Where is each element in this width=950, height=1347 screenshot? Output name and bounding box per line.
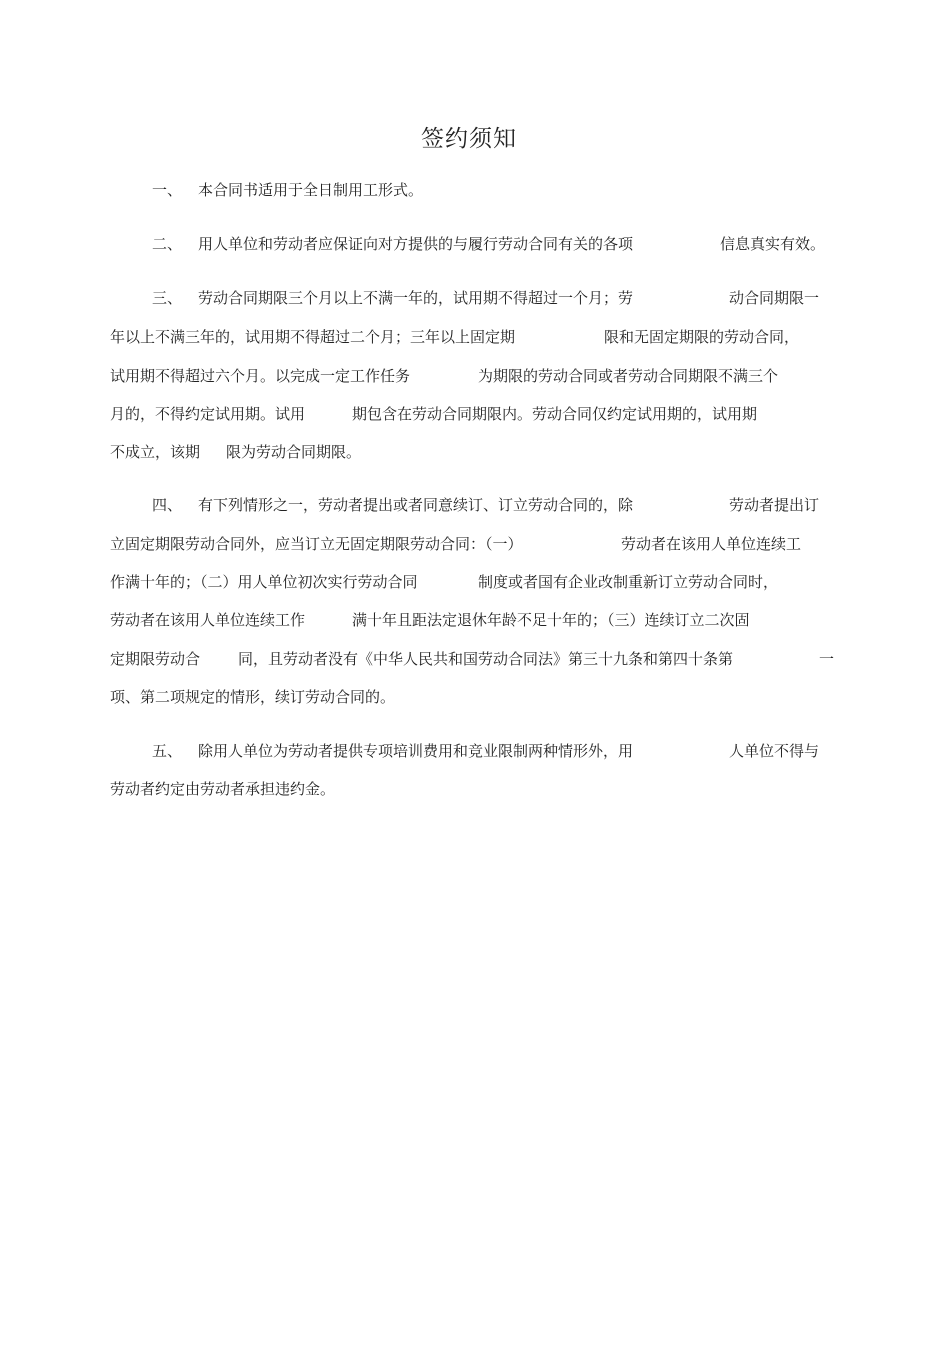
item-3-text-fragment: 不成立，该期	[110, 443, 201, 461]
item-2-text-fragment: 信息真实有效。	[720, 235, 826, 253]
item-4-text-fragment: 定期限劳动合	[110, 650, 201, 668]
item-3-text-fragment: 为期限的劳动合同或者劳动合同期限不满三个	[478, 367, 779, 385]
item-4-text-fragment: 劳动者提出订	[729, 496, 820, 514]
item-number: 一、	[152, 181, 183, 199]
item-number: 二、	[152, 235, 183, 253]
document-title: 签约须知	[421, 126, 517, 152]
item-text: 本合同书适用于全日制用工形式。	[198, 181, 424, 199]
item-4-text-fragment: 项、第二项规定的情形，续订劳动合同的。	[110, 688, 396, 706]
item-3-text-fragment: 动合同期限一	[729, 289, 820, 307]
item-4-text-fragment: 作满十年的；（二）用人单位初次实行劳动合同	[110, 573, 418, 591]
item-4-text-fragment: 劳动者在该用人单位连续工作	[110, 611, 306, 629]
item-4-text-fragment: 满十年且距法定退休年龄不足十年的；（三）连续订立二次固	[352, 611, 750, 629]
item-3-line-1	[152, 288, 633, 308]
item-3-text-fragment: 试用期不得超过六个月。以完成一定工作任务	[110, 367, 411, 385]
item-3-text-fragment: 年以上不满三年的，试用期不得超过二个月；三年以上固定期	[110, 328, 516, 346]
item-text: 除用人单位为劳动者提供专项培训费用和竞业限制两种情形外，用	[198, 742, 634, 760]
item-5-text-fragment: 劳动者约定由劳动者承担违约金。	[110, 780, 336, 798]
item-number: 四、	[152, 496, 183, 514]
item-3-text-fragment: 限和无固定期限的劳动合同，	[604, 328, 800, 346]
item-5-line-1	[152, 741, 633, 761]
item-4-text-fragment: 同，且劳动者没有《中华人民共和国劳动合同法》第三十九条和第四十条第	[238, 650, 734, 668]
item-2-line-1	[152, 234, 633, 254]
item-4-text-fragment: 制度或者国有企业改制重新订立劳动合同时，	[478, 573, 779, 591]
item-4-text-fragment: 一	[819, 650, 835, 668]
item-5-text-fragment: 人单位不得与	[729, 742, 820, 760]
item-3-text-fragment: 限为劳动合同期限。	[226, 443, 362, 461]
item-text: 用人单位和劳动者应保证向对方提供的与履行劳动合同有关的各项	[198, 235, 634, 253]
item-3-text-fragment: 期包含在劳动合同期限内。劳动合同仅约定试用期的，试用期	[352, 405, 758, 423]
item-number: 三、	[152, 289, 183, 307]
item-3-text-fragment: 月的，不得约定试用期。试用	[110, 405, 306, 423]
item-4-text-fragment: 劳动者在该用人单位连续工	[621, 535, 802, 553]
item-number: 五、	[152, 742, 183, 760]
item-4-line-1	[152, 495, 633, 515]
item-1-line-1	[152, 180, 423, 200]
item-text: 劳动合同期限三个月以上不满一年的，试用期不得超过一个月；劳	[198, 289, 634, 307]
item-text: 有下列情形之一，劳动者提出或者同意续订、订立劳动合同的，除	[198, 496, 634, 514]
item-4-text-fragment: 立固定期限劳动合同外，应当订立无固定期限劳动合同：（一）	[110, 535, 523, 553]
